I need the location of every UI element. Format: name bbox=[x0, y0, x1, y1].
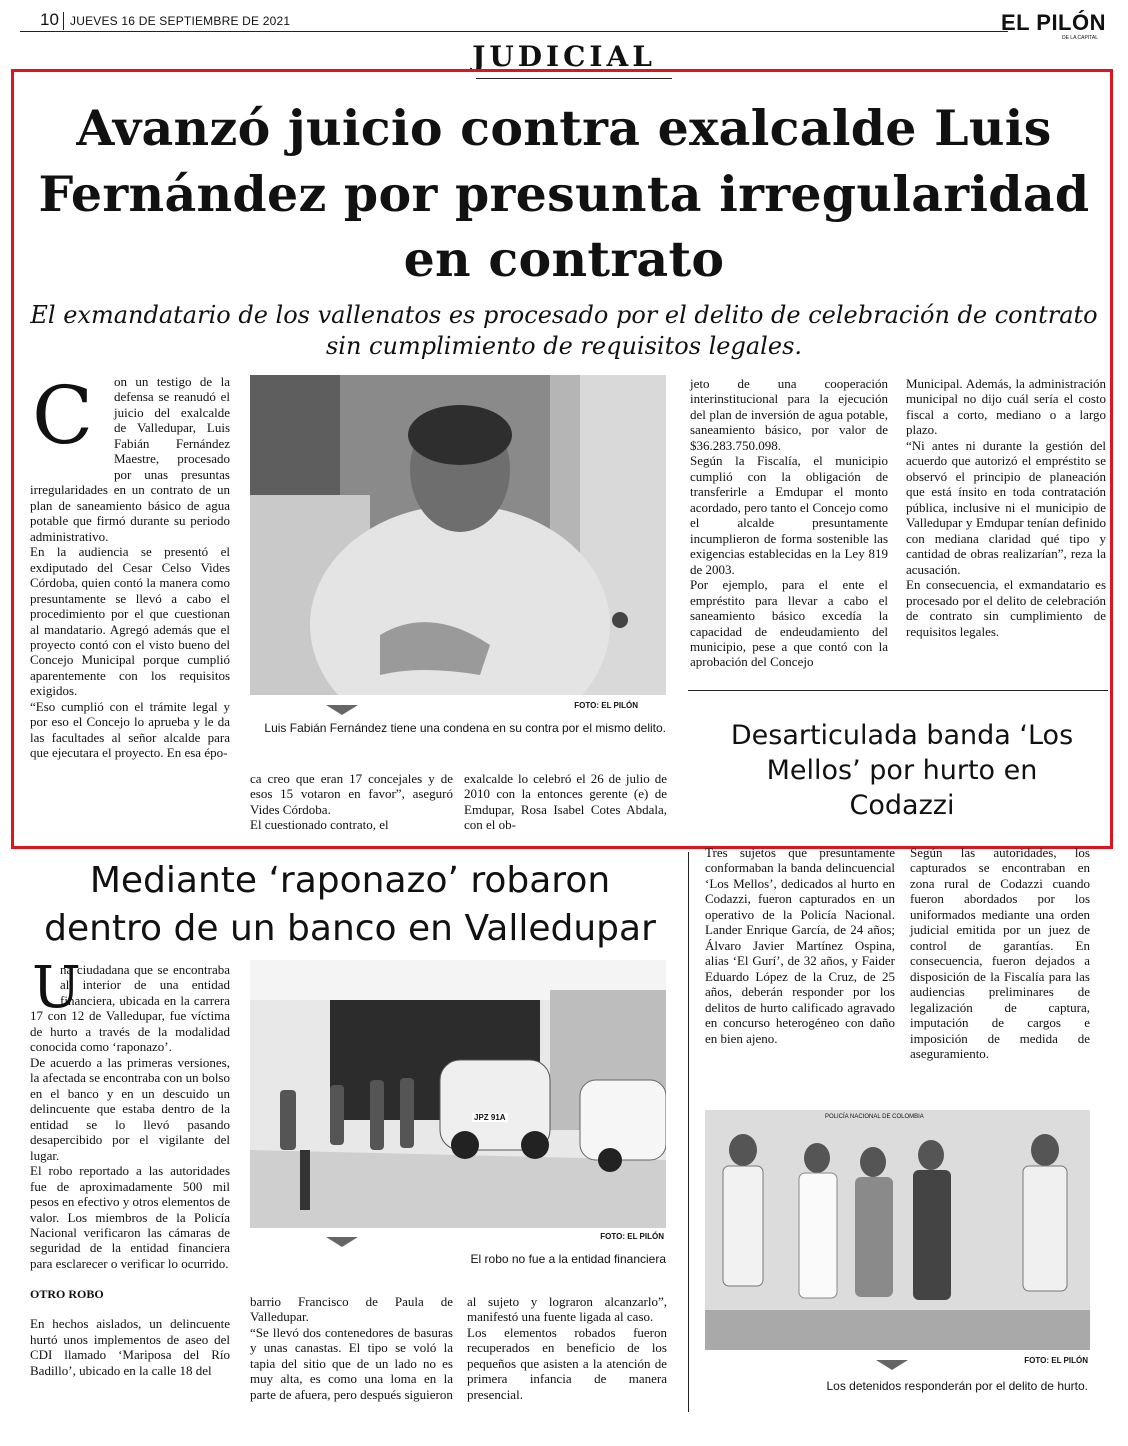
third-col3-text: al sujeto y lograron alcanzarlo”, manifestó una fuente ligada al caso. bbox=[467, 1294, 667, 1325]
issue-date: JUEVES 16 DE SEPTIEMBRE DE 2021 bbox=[70, 14, 291, 28]
newspaper-logo-sub: DE LA CAPITAL bbox=[1061, 35, 1098, 41]
main-col1-p3: “Eso cumplió con el trámite legal y por eso el Concejo lo aprueba y le da las facultades al señor alcalde para que ejecutara el proyecto. En esa épo- bbox=[30, 698, 230, 761]
main-dropcap: C bbox=[32, 369, 94, 462]
third-col1-p4: En hechos aislados, un delincuente hurtó unos implementos de aseo del CDI llamado ‘Mariposa del Río Badillo’, ubicado en la calle 18 del bbox=[30, 1316, 230, 1378]
page-number: 10 bbox=[40, 10, 59, 29]
main-deck: El exmandatario de los vallenatos es procesado por el delito de celebración de contrato sin cumplimiento de requisitos legales. bbox=[30, 301, 1098, 361]
main-col4-p3: En consecuencia, el exmandatario es procesado por el delito de celebración de contrato sin cumplimiento de requisitos legales. bbox=[906, 577, 1106, 639]
third-col2-p2: “Se llevó dos contenedores de basuras y unas canastas. El tipo se voló la tapia del sitio que de un lado no es muy alta, es como una loma en la parte de afuera, pero después siguieron bbox=[250, 1324, 453, 1402]
third-photo bbox=[250, 960, 666, 1228]
main-col2-p2: El cuestionado contrato, el bbox=[250, 817, 389, 833]
main-col3-p2: Según la Fiscalía, el municipio cumplió con la obligación de transferirle a Emdupar el monto acordado, pero tanto el Concejo como el alcalde presuntamente incumplieron de forma sostenible las exigencias establecidas en la Ley 819 de 2003. bbox=[690, 453, 888, 577]
second-col2-text: Según las autoridades, los capturados se encontraban en zona rural de Codazzi cuando fueron abordados por los uniformados mediante una orden judicial emitida por un juez de control de garantías. En consecuencia, fueron dejados a disposición de la Fiscalía para las audiencias preliminares de legalización de captura, imputación de cargos e imposición de medida de aseguramiento. bbox=[910, 845, 1090, 1062]
second-col1-text: Tres sujetos que presuntamente conformaban la banda delincuencial ‘Los Mellos’, dedicados al hurto en Codazzi, fueron capturados en un operativo de la Policía Nacional. Lander Enrique García, de 24 años; Álvaro Javier Martínez Ospina, alias ‘El Gurí’, de 32 años, y Faider Eduardo López de la Cruz, de 25 años, deberán responder por los delitos de hurto calificado agravado en concurso heterogéneo con daño en bien ajeno. bbox=[705, 845, 895, 1046]
third-headline: Mediante ‘raponazo’ robaron dentro de un banco en Valledupar bbox=[44, 860, 656, 949]
second-headline: Desarticulada banda ‘Los Mellos’ por hurto en Codazzi bbox=[730, 720, 1074, 822]
third-col3-p2: Los elementos robados fueron recuperados en beneficio de los pequeños que asisten a la atención de primera infancia de manera presencial. bbox=[467, 1324, 667, 1402]
second-caption-arrow-icon bbox=[876, 1360, 908, 1370]
header-rule bbox=[20, 31, 1008, 32]
third-dropcap: U bbox=[32, 953, 81, 1021]
main-photo-caption: Luis Fabián Fernández tiene una condena en su contra por el mismo delito. bbox=[264, 721, 666, 735]
column-divider bbox=[688, 852, 689, 1412]
main-headline: Avanzó juicio contra exalcalde Luis Fernández por presunta irregularidad en contrato bbox=[38, 99, 1090, 289]
third-subhead: OTRO ROBO bbox=[30, 1287, 104, 1302]
third-col1-lead: na ciudadana que se encontraba al interior de una entidad financiera, ubicada en la carrera 17 con 12 de Valledupar, fue víctima de hurto a través de la modalidad conocida como ‘raponazo’. bbox=[30, 962, 230, 1055]
second-photo bbox=[705, 1110, 1090, 1350]
third-col-3 bbox=[467, 1294, 667, 1402]
third-photo-credit: FOTO: EL PILÓN bbox=[600, 1232, 664, 1241]
second-photo-caption: Los detenidos responderán por el delito de hurto. bbox=[826, 1379, 1088, 1393]
main-col1-p2: En la audiencia se presentó el exdiputado del Cesar Celso Vides Córdoba, quien contó la manera como presuntamente se llevó a cabo el procedimiento por el que cuestionan al mandatario. Agregó además que el proyecto contó con el visto bueno del Concejo Municipal porque cumplió aparentemente con los requisitos exigidos. bbox=[30, 544, 230, 699]
second-photo-credit: FOTO: EL PILÓN bbox=[1024, 1356, 1088, 1365]
main-col2-text: ca creo que eran 17 concejales y de esos 15 votaron en favor”, aseguró Vides Córdoba. bbox=[250, 771, 453, 817]
main-photo-credit: FOTO: EL PILÓN bbox=[574, 701, 638, 710]
second-photo-image bbox=[705, 1110, 1090, 1350]
main-col4-text: Municipal. Además, la administración municipal no dijo cuál sería el costo fiscal a corto, mediano o a largo plazo. bbox=[906, 376, 1106, 438]
header-separator bbox=[63, 12, 64, 30]
main-col3-bottom-text: exalcalde lo celebró el 26 de julio de 2010 con la entonces gerente (e) de Emdupar, Rosa Isabel Cotes Abdala, con el ob- bbox=[464, 771, 667, 833]
main-col4-p2: “Ni antes ni durante la gestión del acuerdo que autorizó el empréstito se observó el principio de planeación que está ínsito en toda contratación pública, inclusive ni el municipio de Valledupar y Emdupar tenían definido con mediana claridad qué tipo y cantidad de obras realizarían”, reza la acusación. bbox=[906, 437, 1106, 577]
section-title: JUDICIAL bbox=[472, 40, 656, 73]
second-col-1 bbox=[705, 845, 895, 1046]
main-col3-text: jeto de una cooperación interinstitucional para la ejecución del plan de inversión de agua potable, saneamiento básico, por valor de $36.283.750.098. bbox=[690, 376, 888, 453]
third-col-2 bbox=[250, 1294, 453, 1402]
third-col2-text: barrio Francisco de Paula de Valledupar. bbox=[250, 1294, 453, 1325]
third-col1-p3: El robo reportado a las autoridades fue de aproximadamente 500 mil pesos en efectivo y otros elementos de valor. Los miembros de la Policía Nacional verificaron las cámaras de seguridad de la entidad financiera para esclarecer o verificar lo ocurrido. bbox=[30, 1163, 230, 1271]
second-col-2 bbox=[910, 845, 1090, 1062]
main-col3-p3: Por ejemplo, para el ente el empréstito para llevar a cabo el saneamiento básico excedía la capacidad de endeudamiento del municipio, pese a que contó con la aprobación del Concejo bbox=[690, 577, 888, 670]
second-photo-banner: POLICÍA NACIONAL DE COLOMBIA bbox=[825, 1114, 924, 1120]
third-photo-caption: El robo no fue a la entidad financiera bbox=[470, 1252, 666, 1266]
third-caption-arrow-icon bbox=[326, 1237, 358, 1247]
newspaper-logo: EL PILÓN bbox=[1000, 10, 1106, 35]
third-col1-p2: De acuerdo a las primeras versiones, la afectada se encontraba con un bolso en el banco y en un descuido un delincuente que estaba dentro de la entidad se lo llevó pasando desapercibido por el vigilante del lugar. bbox=[30, 1054, 230, 1163]
third-photo-image bbox=[250, 960, 666, 1228]
main-col1-lead: on un testigo de la defensa se reanudó el juicio del exalcalde de Valledupar, Luis Fabián Fernández Maestre, procesado por unas presuntas irregularidades en un contrato de un plan de saneamiento básico de agua potable que firmó durante su periodo administrativo. bbox=[30, 374, 230, 544]
license-plate: JPZ 91A bbox=[474, 1113, 506, 1122]
